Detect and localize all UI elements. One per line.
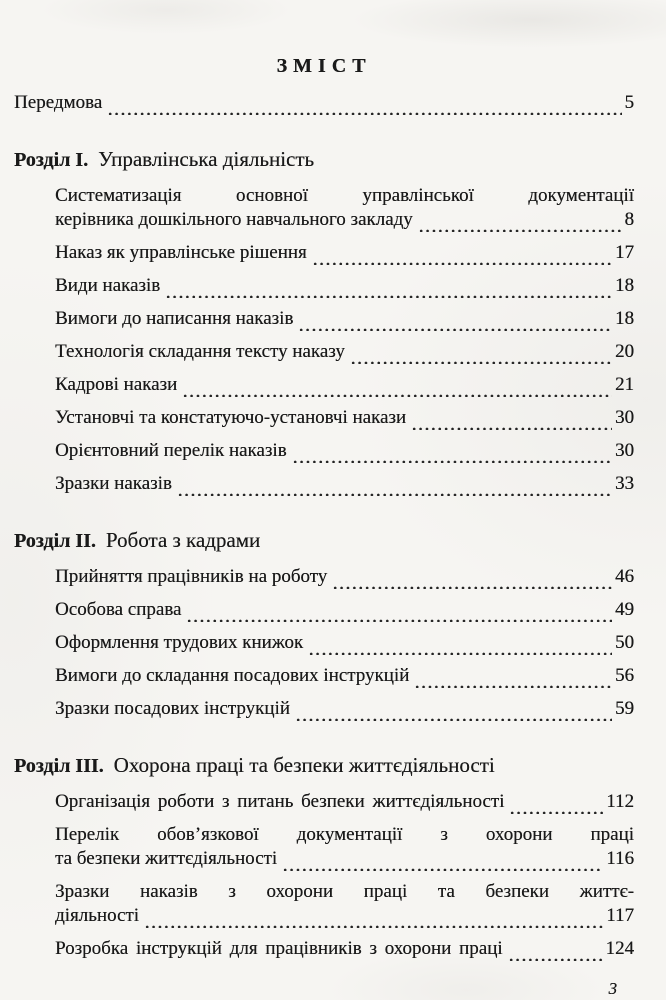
section-number: Розділ III. [14,755,104,777]
entry-label: Вимоги до написання наказів [55,308,294,329]
entry-page: 30 [615,440,634,461]
entry-label: Технологія складання тексту наказу [55,341,345,362]
toc-entry [14,274,634,298]
dot-leader [292,439,612,463]
toc-entry [14,697,634,721]
toc-entry [14,307,634,331]
dot-leader [350,340,612,364]
entry-page: 21 [615,374,634,395]
entry-label: діяльності [55,905,139,926]
toc-entry [14,880,634,928]
entry-page: 117 [606,905,634,926]
page-number: 3 [608,979,617,998]
toc-entry [14,373,634,397]
section-number: Розділ II. [14,530,96,552]
dot-leader [312,241,612,265]
toc-entry-preface [14,91,634,115]
dot-leader [509,790,603,814]
entry-label: Вимоги до складання посадових інструкцій [55,665,410,686]
entry-label-line: Систематизація основної управлінської документації [55,185,634,206]
entry-page: 8 [624,209,634,230]
toc-entry [14,823,634,871]
toc-entry [14,241,634,265]
entry-label: Орієнтовний перелік наказів [55,440,287,461]
entry-label-line: Перелік обов’язкової документації з охорони праці [55,824,634,845]
entry-page: 17 [615,242,634,263]
dot-leader [508,937,603,961]
entry-label: керівника дошкільного навчального закладу [55,209,413,230]
entry-page: 56 [615,665,634,686]
toc-entry [14,631,634,655]
entry-page: 59 [615,698,634,719]
toc-entry [14,184,634,232]
toc-entry [14,340,634,364]
section-heading-1 [14,146,634,173]
section-title: Управлінська діяльність [98,147,315,171]
dot-leader [186,598,612,622]
entry-label: Наказ як управлінське рішення [55,242,307,263]
entry-page: 46 [615,566,634,587]
dot-leader [144,904,603,928]
section-heading-3 [14,752,634,779]
contents-title: ЗМІСТ [276,55,372,77]
dot-leader [414,664,612,688]
dot-leader [182,373,612,397]
entry-label: Зразки наказів [55,473,172,494]
entry-label: Види наказів [55,275,161,296]
entry-page: 30 [615,407,634,428]
section-title: Робота з кадрами [105,528,261,552]
entry-page: 112 [606,791,634,812]
section-title: Охорона праці та безпеки життєдіяльності [113,753,495,777]
entry-page: 18 [615,308,634,329]
entry-page: 50 [615,632,634,653]
entry-label: Прийняття працівників на роботу [55,566,328,587]
toc-entry [14,937,634,961]
entry-page: 124 [605,938,634,959]
section-heading-2 [14,527,634,554]
entry-label: та безпеки життєдіяльності [55,848,278,869]
entry-label: Кадрові накази [55,374,178,395]
dot-leader [282,847,603,871]
toc-entry [14,565,634,589]
entry-label: Організація роботи з питань безпеки життєдіяльності [55,791,505,812]
entry-page: 33 [615,473,634,494]
toc-entry [14,439,634,463]
entry-page: 18 [615,275,634,296]
dot-leader [165,274,612,298]
dot-leader [308,631,612,655]
toc-entry [14,406,634,430]
entry-label: Установчі та констатуючо-установчі накази [55,407,407,428]
entry-label-line: Зразки наказів з охорони праці та безпеки життє- [55,881,634,902]
entry-label: Особова справа [55,599,182,620]
dot-leader [418,208,622,232]
dot-leader [411,406,612,430]
entry-label: Зразки посадових інструкцій [55,698,290,719]
entry-page: 20 [615,341,634,362]
entry-label: Розробка інструкцій для працівників з охорони праці [55,938,503,959]
toc-entry [14,664,634,688]
section-number: Розділ I. [14,149,89,171]
entry-label: Передмова [14,92,103,113]
toc-entry [14,472,634,496]
entry-label: Оформлення трудових книжок [55,632,304,653]
dot-leader [107,91,621,115]
entry-page: 5 [624,92,634,113]
toc-entry [14,790,634,814]
entry-page: 49 [615,599,634,620]
dot-leader [177,472,612,496]
dot-leader [298,307,612,331]
dot-leader [295,697,612,721]
toc-entry [14,598,634,622]
entry-page: 116 [606,848,634,869]
dot-leader [332,565,612,589]
